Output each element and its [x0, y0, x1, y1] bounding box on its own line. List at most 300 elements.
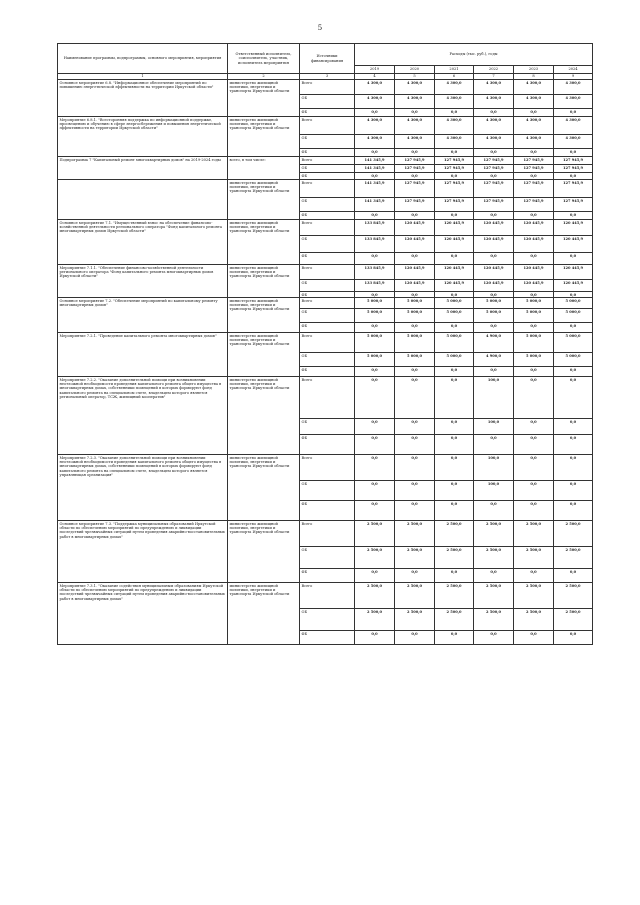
funding-source: ОБ — [300, 280, 355, 292]
amount-cell: 0,0 — [435, 631, 474, 645]
amount-cell: 2 500,0 — [554, 521, 593, 547]
funding-source: ОБ — [300, 309, 355, 323]
funding-source: ФБ — [300, 212, 355, 220]
amount-cell: 120 445,9 — [474, 236, 514, 253]
amount-cell: 2 500,0 — [554, 547, 593, 569]
amount-cell: 0,0 — [514, 253, 554, 265]
amount-cell: 0,0 — [554, 149, 593, 157]
funding-source: Всего — [300, 333, 355, 353]
amount-cell: 0,0 — [435, 481, 474, 501]
amount-cell: 4 300,0 — [355, 80, 395, 95]
amount-cell: 0,0 — [514, 377, 554, 419]
funding-source: Всего — [300, 265, 355, 280]
column-index: 8 — [514, 74, 554, 80]
column-index: 9 — [554, 74, 593, 80]
amount-cell: 0,0 — [554, 253, 593, 265]
funding-source: Всего — [300, 220, 355, 236]
amount-cell: 5 000,0 — [554, 353, 593, 367]
amount-cell: 0,0 — [435, 569, 474, 583]
amount-cell: 120 445,9 — [435, 265, 474, 280]
header-expenses: Расходы (тыс. руб.), годы — [355, 44, 593, 66]
amount-cell: 120 445,9 — [554, 265, 593, 280]
row-name: Мероприятие 7.2.3. "Оказание дополнительной помощи при возникновении неотложной необходимости проведения капитального ремонта общего имущества в многоквартирных домах, собственники помещений в которых формируют фонд капитального ремонта на специальном счете, владельцем которого является управляющая организация" — [58, 455, 228, 521]
amount-cell: 100,0 — [474, 481, 514, 501]
amount-cell: 0,0 — [435, 149, 474, 157]
amount-cell: 2 500,0 — [514, 583, 554, 609]
funding-source: ОБ — [300, 198, 355, 212]
column-index: 3 — [300, 74, 355, 80]
funding-source: ФБ — [300, 323, 355, 333]
table-row — [58, 333, 593, 353]
amount-cell: 5 000,0 — [355, 309, 395, 323]
amount-cell: 0,0 — [355, 323, 395, 333]
amount-cell: 120 445,9 — [554, 236, 593, 253]
amount-cell: 5 000,0 — [554, 309, 593, 323]
amount-cell: 0,0 — [514, 212, 554, 220]
amount-cell: 4 300,0 — [514, 135, 554, 149]
column-index: 2 — [228, 74, 300, 80]
amount-cell: 0,0 — [355, 435, 395, 455]
amount-cell: 0,0 — [474, 631, 514, 645]
amount-cell: 127 945,9 — [514, 180, 554, 198]
amount-cell: 127 945,9 — [435, 180, 474, 198]
amount-cell: 0,0 — [395, 569, 435, 583]
amount-cell: 0,0 — [435, 377, 474, 419]
amount-cell: 2 500,0 — [514, 521, 554, 547]
amount-cell: 133 845,9 — [355, 236, 395, 253]
amount-cell: 4 300,0 — [435, 135, 474, 149]
header-year: 2022 — [474, 66, 514, 74]
amount-cell: 0,0 — [355, 569, 395, 583]
amount-cell: 141 345,9 — [355, 198, 395, 212]
amount-cell: 0,0 — [395, 323, 435, 333]
amount-cell: 4 300,0 — [554, 95, 593, 109]
amount-cell: 141 345,9 — [355, 165, 395, 173]
funding-source: ОБ — [300, 547, 355, 569]
amount-cell: 4 300,0 — [554, 117, 593, 135]
amount-cell: 2 500,0 — [514, 547, 554, 569]
amount-cell: 5 000,0 — [395, 353, 435, 367]
funding-source: ФБ — [300, 292, 355, 298]
amount-cell: 0,0 — [474, 367, 514, 377]
row-name: Мероприятие 7.2.2. "Оказание дополнительной помощи при возникновении неотложной необходимости проведения капитального ремонта общего имущества в многоквартирных домах, собственники помещений в которых формируют фонд капитального ремонта на специальном счете, владельцем которого является региональный оператор, ТСЖ, жилищный кооператив" — [58, 377, 228, 455]
amount-cell: 127 945,9 — [514, 165, 554, 173]
amount-cell: 0,0 — [395, 149, 435, 157]
row-executor: министерство жилищной политики, энергетики и транспорта Иркутской области — [228, 521, 300, 583]
amount-cell: 0,0 — [554, 173, 593, 180]
funding-source: ОБ — [300, 481, 355, 501]
table-row — [58, 583, 593, 609]
amount-cell: 0,0 — [355, 481, 395, 501]
amount-cell: 100,0 — [474, 377, 514, 419]
column-index: 7 — [474, 74, 514, 80]
amount-cell: 0,0 — [355, 173, 395, 180]
amount-cell: 2 500,0 — [435, 547, 474, 569]
amount-cell: 0,0 — [514, 367, 554, 377]
amount-cell: 0,0 — [395, 419, 435, 435]
amount-cell: 0,0 — [514, 109, 554, 117]
amount-cell: 0,0 — [435, 292, 474, 298]
amount-cell: 2 500,0 — [355, 609, 395, 631]
page-number: 5 — [317, 24, 323, 32]
amount-cell: 5 000,0 — [554, 298, 593, 309]
amount-cell: 0,0 — [395, 377, 435, 419]
amount-cell: 0,0 — [514, 481, 554, 501]
header-source: Источники финансирования — [300, 44, 355, 74]
amount-cell: 2 500,0 — [395, 609, 435, 631]
amount-cell: 120 445,9 — [435, 220, 474, 236]
amount-cell: 5 000,0 — [514, 353, 554, 367]
header-year: 2020 — [395, 66, 435, 74]
funding-source: Всего — [300, 157, 355, 165]
amount-cell: 0,0 — [435, 212, 474, 220]
amount-cell: 2 500,0 — [395, 521, 435, 547]
funding-source: ФБ — [300, 367, 355, 377]
funding-source: ОБ — [300, 609, 355, 631]
table-row — [58, 157, 593, 165]
amount-cell: 2 500,0 — [554, 609, 593, 631]
amount-cell: 141 345,9 — [355, 180, 395, 198]
amount-cell: 0,0 — [474, 292, 514, 298]
amount-cell: 127 945,9 — [474, 198, 514, 212]
header-year: 2024 — [554, 66, 593, 74]
amount-cell: 2 500,0 — [355, 521, 395, 547]
row-name — [58, 180, 228, 220]
amount-cell: 0,0 — [474, 173, 514, 180]
funding-source: Всего — [300, 455, 355, 481]
amount-cell: 5 000,0 — [435, 309, 474, 323]
amount-cell: 5 000,0 — [514, 298, 554, 309]
amount-cell: 0,0 — [395, 435, 435, 455]
amount-cell: 120 445,9 — [514, 280, 554, 292]
table-row — [58, 521, 593, 547]
funding-source: ОБ — [300, 95, 355, 109]
amount-cell: 0,0 — [554, 377, 593, 419]
amount-cell: 127 945,9 — [435, 198, 474, 212]
amount-cell: 2 500,0 — [395, 583, 435, 609]
row-executor: всего, в том числе: — [228, 157, 300, 180]
table-row — [58, 180, 593, 198]
funding-source: ОБ — [300, 236, 355, 253]
amount-cell: 133 845,9 — [355, 265, 395, 280]
row-name: Основное мероприятие 7.2. "Обеспечение мероприятий по капитальному ремонту многоквартирных домов" — [58, 298, 228, 333]
amount-cell: 2 500,0 — [435, 583, 474, 609]
amount-cell: 133 845,9 — [355, 280, 395, 292]
row-name: Основное мероприятие 7.3. "Поддержка муниципальных образований Иркутской области по обеспечению мероприятий по предупреждению и ликвидации последствий чрезвычайных ситуаций путем проведения аварийно-восстановительных работ в многоквартирных домах" — [58, 521, 228, 583]
amount-cell: 5 000,0 — [395, 333, 435, 353]
amount-cell: 0,0 — [514, 149, 554, 157]
funding-source: ФБ — [300, 631, 355, 645]
amount-cell: 120 445,9 — [554, 220, 593, 236]
amount-cell: 2 500,0 — [474, 583, 514, 609]
amount-cell: 4 300,0 — [355, 117, 395, 135]
header-year: 2021 — [435, 66, 474, 74]
amount-cell: 127 945,9 — [514, 157, 554, 165]
amount-cell: 5 000,0 — [395, 309, 435, 323]
row-executor: министерство жилищной политики, энергетики и транспорта Иркутской области — [228, 333, 300, 377]
amount-cell: 0,0 — [355, 212, 395, 220]
amount-cell: 2 500,0 — [355, 547, 395, 569]
amount-cell: 4 300,0 — [474, 135, 514, 149]
amount-cell: 4 300,0 — [474, 117, 514, 135]
amount-cell: 5 000,0 — [435, 353, 474, 367]
column-index: 1 — [58, 74, 228, 80]
amount-cell: 0,0 — [435, 173, 474, 180]
row-executor: министерство жилищной политики, энергетики и транспорта Иркутской области — [228, 117, 300, 157]
amount-cell: 0,0 — [435, 367, 474, 377]
amount-cell: 127 945,9 — [395, 180, 435, 198]
amount-cell: 0,0 — [554, 323, 593, 333]
amount-cell: 0,0 — [355, 149, 395, 157]
amount-cell: 5 000,0 — [554, 333, 593, 353]
amount-cell: 0,0 — [355, 455, 395, 481]
amount-cell: 0,0 — [514, 292, 554, 298]
amount-cell: 5 000,0 — [474, 298, 514, 309]
amount-cell: 0,0 — [474, 253, 514, 265]
amount-cell: 120 445,9 — [514, 236, 554, 253]
amount-cell: 5 000,0 — [355, 333, 395, 353]
amount-cell: 127 945,9 — [474, 165, 514, 173]
amount-cell: 0,0 — [514, 501, 554, 521]
amount-cell: 0,0 — [474, 435, 514, 455]
amount-cell: 4 300,0 — [395, 117, 435, 135]
amount-cell: 120 445,9 — [514, 265, 554, 280]
row-name: Мероприятие 6.8.1. "Всесторонняя поддержка по информационной поддержке, просвещению и обучению в сфере энергосбережения и повышения энергетической эффективности на территории Иркутской области" — [58, 117, 228, 157]
amount-cell: 4 300,0 — [435, 117, 474, 135]
funding-source: Всего — [300, 298, 355, 309]
row-executor: министерство жилищной политики, энергетики и транспорта Иркутской области — [228, 298, 300, 333]
amount-cell: 4 300,0 — [355, 95, 395, 109]
amount-cell: 120 445,9 — [395, 236, 435, 253]
amount-cell: 120 445,9 — [395, 280, 435, 292]
amount-cell: 0,0 — [435, 253, 474, 265]
table-row — [58, 455, 593, 481]
row-executor: министерство жилищной политики, энергетики и транспорта Иркутской области — [228, 377, 300, 455]
amount-cell: 100,0 — [474, 419, 514, 435]
amount-cell: 4 300,0 — [514, 95, 554, 109]
row-name: Мероприятие 7.1.1. "Обеспечение финансово-хозяйственной деятельности регионального оператора "Фонд капитального ремонта многоквартирных домов Иркутской области" — [58, 265, 228, 298]
amount-cell: 0,0 — [514, 173, 554, 180]
amount-cell: 4 300,0 — [474, 95, 514, 109]
amount-cell: 0,0 — [514, 435, 554, 455]
amount-cell: 0,0 — [395, 481, 435, 501]
amount-cell: 0,0 — [395, 501, 435, 521]
amount-cell: 127 945,9 — [395, 198, 435, 212]
amount-cell: 2 500,0 — [355, 583, 395, 609]
amount-cell: 0,0 — [355, 253, 395, 265]
row-executor: министерство жилищной политики, энергетики и транспорта Иркутской области — [228, 583, 300, 645]
header-executor: Ответственный исполнитель, соисполнитель, участник, исполнитель мероприятия — [228, 44, 300, 74]
row-executor: министерство жилищной политики, энергетики и транспорта Иркутской области — [228, 455, 300, 521]
amount-cell: 2 500,0 — [435, 609, 474, 631]
amount-cell: 0,0 — [355, 501, 395, 521]
table-row — [58, 117, 593, 135]
amount-cell: 0,0 — [554, 419, 593, 435]
amount-cell: 2 500,0 — [474, 521, 514, 547]
amount-cell: 127 945,9 — [514, 198, 554, 212]
amount-cell: 0,0 — [435, 455, 474, 481]
amount-cell: 0,0 — [514, 419, 554, 435]
amount-cell: 4 300,0 — [355, 135, 395, 149]
amount-cell: 133 845,9 — [355, 220, 395, 236]
amount-cell: 5 000,0 — [514, 309, 554, 323]
amount-cell: 0,0 — [514, 631, 554, 645]
amount-cell: 120 445,9 — [514, 220, 554, 236]
amount-cell: 0,0 — [395, 253, 435, 265]
amount-cell: 4 300,0 — [514, 80, 554, 95]
funding-source: ОБ — [300, 353, 355, 367]
table-row — [58, 298, 593, 309]
amount-cell: 0,0 — [514, 455, 554, 481]
amount-cell: 5 000,0 — [435, 298, 474, 309]
amount-cell: 0,0 — [474, 109, 514, 117]
amount-cell: 0,0 — [554, 569, 593, 583]
column-index: 5 — [395, 74, 435, 80]
amount-cell: 0,0 — [355, 109, 395, 117]
amount-cell: 4 300,0 — [554, 135, 593, 149]
table-row — [58, 265, 593, 280]
funding-source: Всего — [300, 583, 355, 609]
amount-cell: 5 000,0 — [435, 333, 474, 353]
amount-cell: 120 445,9 — [474, 265, 514, 280]
amount-cell: 4 900,0 — [474, 333, 514, 353]
amount-cell: 141 345,9 — [355, 157, 395, 165]
amount-cell: 2 500,0 — [474, 609, 514, 631]
amount-cell: 0,0 — [554, 367, 593, 377]
amount-cell: 0,0 — [554, 631, 593, 645]
amount-cell: 4 300,0 — [395, 95, 435, 109]
amount-cell: 0,0 — [554, 109, 593, 117]
amount-cell: 0,0 — [474, 212, 514, 220]
amount-cell: 0,0 — [554, 501, 593, 521]
funding-source: ФБ — [300, 569, 355, 583]
amount-cell: 120 445,9 — [395, 220, 435, 236]
amount-cell: 4 300,0 — [554, 80, 593, 95]
row-executor: министерство жилищной политики, энергетики и транспорта Иркутской области — [228, 220, 300, 265]
amount-cell: 0,0 — [514, 323, 554, 333]
amount-cell: 0,0 — [554, 435, 593, 455]
row-name: Основное мероприятие 6.8. "Информационное обеспечение мероприятий по повышению энергетической эффективности на территории Иркутской области" — [58, 80, 228, 117]
amount-cell: 0,0 — [395, 109, 435, 117]
table-row — [58, 220, 593, 236]
amount-cell: 127 945,9 — [474, 157, 514, 165]
amount-cell: 127 945,9 — [554, 165, 593, 173]
funding-source: Всего — [300, 521, 355, 547]
amount-cell: 120 445,9 — [474, 280, 514, 292]
amount-cell: 5 000,0 — [355, 298, 395, 309]
row-name: Основное мероприятие 7.1. "Имущественный взнос на обеспечение финансово-хозяйственной деятельности регионального оператора "Фонд капитального ремонта многоквартирных домов Иркутской области" — [58, 220, 228, 265]
amount-cell: 127 945,9 — [435, 165, 474, 173]
amount-cell: 0,0 — [355, 631, 395, 645]
amount-cell: 0,0 — [395, 173, 435, 180]
column-index: 6 — [435, 74, 474, 80]
funding-source: Всего — [300, 180, 355, 198]
amount-cell: 2 500,0 — [514, 609, 554, 631]
amount-cell: 0,0 — [554, 481, 593, 501]
amount-cell: 127 945,9 — [554, 180, 593, 198]
funding-source: Всего — [300, 117, 355, 135]
amount-cell: 127 945,9 — [395, 165, 435, 173]
amount-cell: 4 900,0 — [474, 353, 514, 367]
amount-cell: 4 300,0 — [435, 95, 474, 109]
amount-cell: 4 300,0 — [435, 80, 474, 95]
funding-source: ФБ — [300, 501, 355, 521]
amount-cell: 0,0 — [435, 323, 474, 333]
amount-cell: 2 500,0 — [474, 547, 514, 569]
amount-cell: 0,0 — [554, 292, 593, 298]
amount-cell: 5 000,0 — [355, 353, 395, 367]
amount-cell: 0,0 — [554, 455, 593, 481]
funding-source: ОБ — [300, 165, 355, 173]
amount-cell: 127 945,9 — [395, 157, 435, 165]
header-year: 2019 — [355, 66, 395, 74]
row-name: Мероприятие 7.3.1. "Оказание содействия муниципальным образованиям Иркутской области по обеспечению мероприятий по предупреждению и ликвидации последствий чрезвычайных ситуаций путем проведения аварийно-восстановительных работ в многоквартирных домах" — [58, 583, 228, 645]
amount-cell: 0,0 — [554, 212, 593, 220]
funding-source: Всего — [300, 80, 355, 95]
amount-cell: 2 500,0 — [554, 583, 593, 609]
amount-cell: 0,0 — [474, 149, 514, 157]
amount-cell: 0,0 — [474, 323, 514, 333]
funding-source: ФБ — [300, 435, 355, 455]
amount-cell: 5 000,0 — [514, 333, 554, 353]
amount-cell: 0,0 — [395, 631, 435, 645]
row-executor: министерство жилищной политики, энергетики и транспорта Иркутской области — [228, 180, 300, 220]
funding-source: ФБ — [300, 109, 355, 117]
column-index: 4 — [355, 74, 395, 80]
amount-cell: 0,0 — [355, 367, 395, 377]
funding-source: ОБ — [300, 135, 355, 149]
amount-cell: 100,0 — [474, 455, 514, 481]
amount-cell: 0,0 — [474, 569, 514, 583]
amount-cell: 0,0 — [435, 435, 474, 455]
amount-cell: 120 445,9 — [435, 236, 474, 253]
amount-cell: 127 945,9 — [554, 198, 593, 212]
row-executor: министерство жилищной политики, энергетики и транспорта Иркутской области — [228, 80, 300, 117]
amount-cell: 120 445,9 — [554, 280, 593, 292]
table-row — [58, 377, 593, 419]
amount-cell: 127 945,9 — [554, 157, 593, 165]
amount-cell: 0,0 — [474, 501, 514, 521]
amount-cell: 2 500,0 — [435, 521, 474, 547]
amount-cell: 4 300,0 — [395, 135, 435, 149]
funding-source: ФБ — [300, 173, 355, 180]
finance-table — [57, 43, 593, 645]
funding-source: ФБ — [300, 149, 355, 157]
amount-cell: 120 445,9 — [474, 220, 514, 236]
amount-cell: 4 300,0 — [395, 80, 435, 95]
amount-cell: 127 945,9 — [435, 157, 474, 165]
amount-cell: 0,0 — [514, 569, 554, 583]
amount-cell: 120 445,9 — [395, 265, 435, 280]
amount-cell: 120 445,9 — [435, 280, 474, 292]
amount-cell: 4 300,0 — [514, 117, 554, 135]
header-year: 2023 — [514, 66, 554, 74]
amount-cell: 0,0 — [435, 501, 474, 521]
amount-cell: 5 000,0 — [395, 298, 435, 309]
row-name: Мероприятие 7.2.1. "Проведение капитального ремонта многоквартирных домов" — [58, 333, 228, 377]
header-name: Наименование программы, подпрограммы, основного мероприятия, мероприятия — [58, 44, 228, 74]
amount-cell: 127 945,9 — [474, 180, 514, 198]
row-name: Подпрограмма 7 "Капитальный ремонт многоквартирных домов" на 2019-2024 годы — [58, 157, 228, 180]
amount-cell: 0,0 — [395, 455, 435, 481]
amount-cell: 2 500,0 — [395, 547, 435, 569]
amount-cell: 0,0 — [395, 367, 435, 377]
row-executor: министерство жилищной политики, энергетики и транспорта Иркутской области — [228, 265, 300, 298]
amount-cell: 0,0 — [395, 292, 435, 298]
amount-cell: 0,0 — [395, 212, 435, 220]
amount-cell: 0,0 — [435, 109, 474, 117]
amount-cell: 0,0 — [355, 377, 395, 419]
